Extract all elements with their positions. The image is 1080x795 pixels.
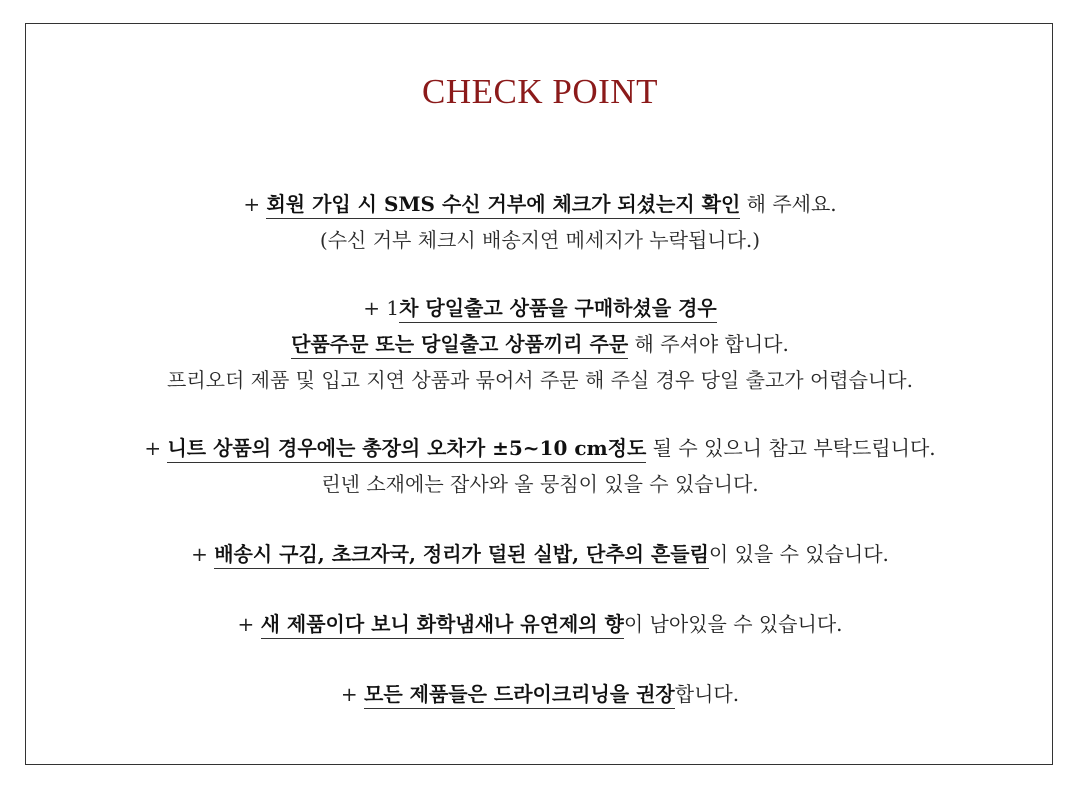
bullet-prefix: + <box>340 682 365 706</box>
line-suffix: 합니다. <box>674 682 740 706</box>
notice-frame <box>25 23 1053 765</box>
notice-line <box>0 680 1080 708</box>
notice-line <box>0 540 1080 568</box>
highlighted-text: 회원 가입 시 SMS 수신 거부에 체크가 되셨는지 확인 <box>266 192 740 219</box>
line-suffix: 해 주세요. <box>740 192 837 216</box>
notice-subline: 린넨 소재에는 잡사와 올 뭉침이 있을 수 있습니다. <box>321 472 759 496</box>
line-suffix: 될 수 있으니 참고 부탁드립니다. <box>646 436 936 460</box>
notice-line <box>0 434 1080 462</box>
notice-line <box>0 330 1080 358</box>
notice-line <box>0 610 1080 638</box>
highlighted-text: 모든 제품들은 드라이크리닝을 권장 <box>364 682 675 709</box>
notice-subline: (수신 거부 체크시 배송지연 메세지가 누락됩니다.) <box>319 228 761 252</box>
bullet-prefix: + <box>144 436 168 460</box>
bullet-prefix: + 1 <box>363 296 400 320</box>
highlighted-text: 단품주문 또는 당일출고 상품끼리 주문 <box>291 332 628 359</box>
notice-line <box>0 190 1080 218</box>
highlighted-text: 새 제품이다 보니 화학냄새나 유연제의 향 <box>261 612 624 639</box>
highlighted-text: 배송시 구김, 초크자국, 정리가 덜된 실밥, 단추의 흔들림 <box>214 542 709 569</box>
bullet-prefix: + <box>191 542 215 566</box>
page-title: CHECK POINT <box>422 72 658 111</box>
bullet-prefix: + <box>243 192 267 216</box>
bullet-prefix: + <box>237 612 261 636</box>
notice-subline: 프리오더 제품 및 입고 지연 상품과 묶어서 주문 해 주실 경우 당일 출고가 어렵습니다. <box>167 368 913 392</box>
highlighted-text: 니트 상품의 경우에는 총장의 오차가 ±5~10 cm정도 <box>167 436 646 463</box>
notice-line <box>0 294 1080 322</box>
highlighted-text: 차 당일출고 상품을 구매하셨을 경우 <box>399 296 717 323</box>
line-suffix: 이 있을 수 있습니다. <box>708 542 889 566</box>
line-suffix: 이 남아있을 수 있습니다. <box>623 612 843 636</box>
line-suffix: 해 주셔야 합니다. <box>628 332 789 356</box>
